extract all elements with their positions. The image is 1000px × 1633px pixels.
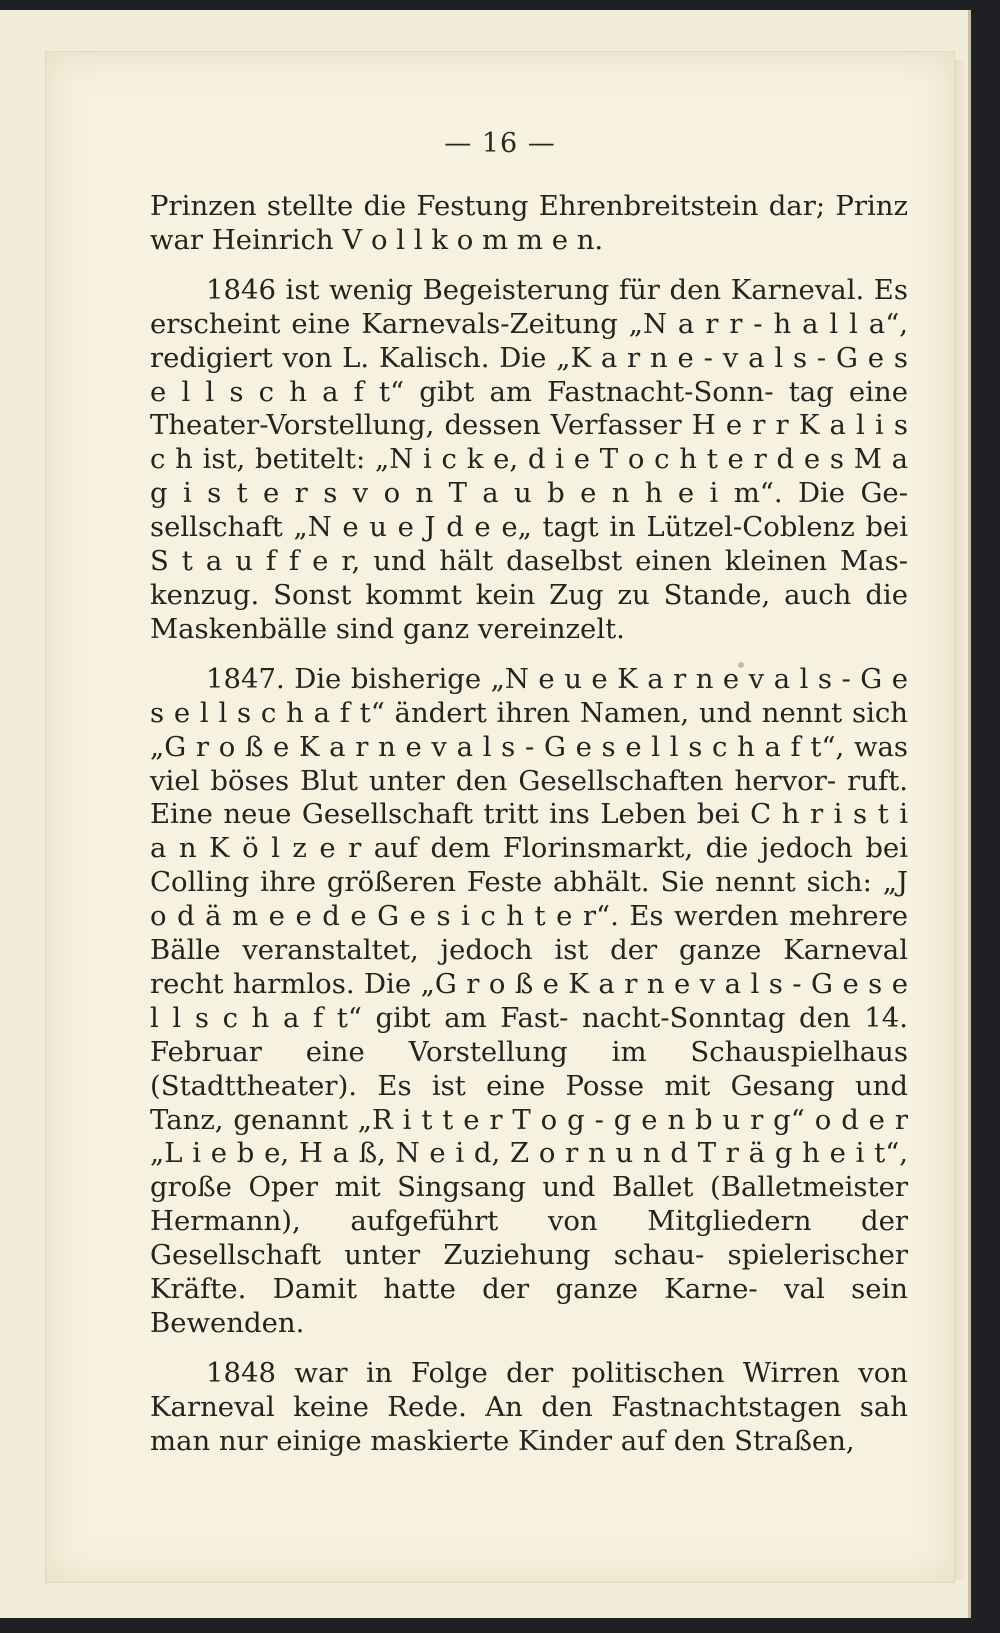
- page-number: — 16 —: [444, 128, 556, 159]
- paragraph-continuation: Prinzen stellte die Festung Ehrenbreitstein dar; Prinz war Heinrich V o l l k o m m e n.: [150, 190, 908, 256]
- body-text: [150, 190, 908, 1459]
- paragraph-1847: 1847. Die bisherige „N e u e K a r n e v a l s - G e s e l l s c h a f t“ ändert ihren Namen, und nennt sich „G r o ß e K a r n e v a l s - G e s e l l s c h a f t“, was viel böses Blut unter den Gesellschaften hervor- ruft. Eine neue Gesellschaft tritt ins Leben bei C h r i s t i a n K ö l z e r auf dem Florinsmarkt, die jedoch bei Colling ihre größeren Feste abhält. Sie nennt sich: „J o d ä m e e d e G e s i c h t e r“. Es werden mehrere Bälle veranstaltet, jedoch ist der ganze Karneval recht harmlos. Die „G r o ß e K a r n e v a l s - G e s e l l s c h a f t“ gibt am Fast- nacht-Sonntag den 14. Februar eine Vorstellung im Schauspielhaus (Stadttheater). Es ist eine Posse mit Gesang und Tanz, genannt „R i t t e r T o g - g e n b u r g“ o d e r „L i e b e, H a ß, N e i d, Z o r n u n d T r ä g h e i t“, große Oper mit Singsang und Ballet (Balletmeister Hermann), aufgeführt von Mitgliedern der Gesellschaft unter Zuziehung schau- spielerischer Kräfte. Damit hatte der ganze Karne- val sein Bewenden.: [150, 662, 908, 1339]
- page-edge: [954, 60, 968, 1580]
- paragraph-1846: 1846 ist wenig Begeisterung für den Karneval. Es erscheint eine Karnevals-Zeitung „N a r r - h a l l a“, redigiert von L. Kalisch. Die „K a r n e - v a l s - G e s e l l s c h a f t“ gibt am Fastnacht-Sonn- tag eine Theater-Vorstellung, dessen Verfasser H e r r K a l i s c h ist, betitelt: „N i c k e, d i e T o c h t e r d e s M a g i s t e r s v o n T a u b e n h e i m“. Die Ge- sellschaft „N e u e J d e e„ tagt in Lützel-Coblenz bei S t a u f f e r, und hält daselbst einen kleinen Mas- kenzug. Sonst kommt kein Zug zu Stande, auch die Maskenbälle sind ganz vereinzelt.: [150, 273, 908, 645]
- paragraph-1848: 1848 war in Folge der politischen Wirren von Karneval keine Rede. An den Fastnachtstagen sah man nur einige maskierte Kinder auf den Straßen,: [150, 1356, 908, 1457]
